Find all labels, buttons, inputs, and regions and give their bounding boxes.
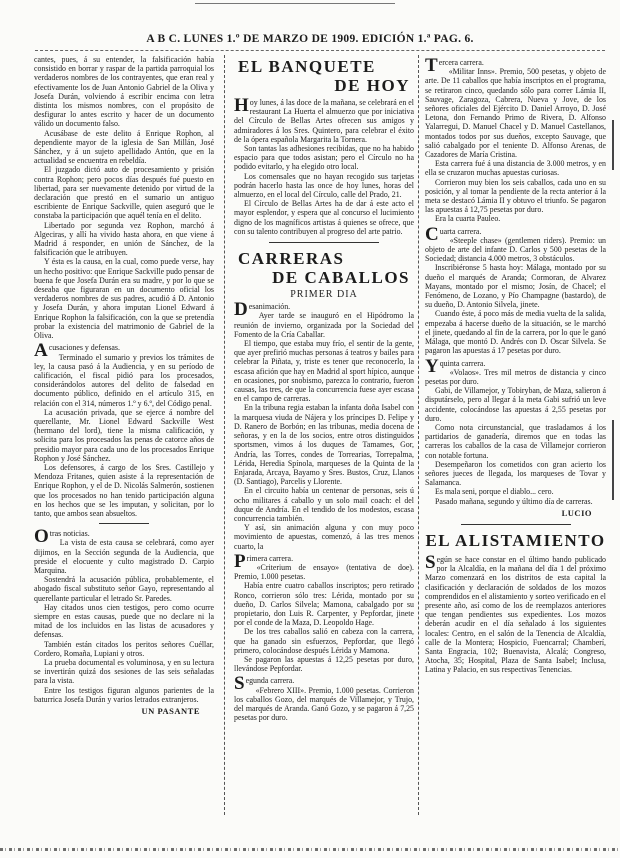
- byline: UN PASANTE: [141, 706, 200, 717]
- paragraph: Inscribiéronse 5 hasta hoy: Málaga, montado por su dueño el marqués de Aranda; Cormoran, de Alvarez Mayans, montado por el mismo; Josín, de Chacel; el Fenómeno, de Lozano, y Pío Champagne (bastardo), de su dueño, D. Antonio Silvela, jinete.: [425, 263, 606, 310]
- paragraph: Gabi, de Villamejor, y Tobiryban, de Maza, salieron á disputárselo, pero al llegar á la meta Gabi sufrió un leve accidente, colocándose las apuestas á 2,55 pesetas por duro.: [425, 386, 606, 423]
- paragraph: Esta carrera fué á una distancia de 3.000 metros, y en ella se cruzaron muchas apuestas curiosas.: [425, 159, 606, 178]
- paragraph: Se pagaron las apuestas á 12,25 pesetas por duro, llevándose Pepfordar.: [234, 654, 414, 674]
- paragraph: «Febrero XIII». Premio, 1.000 pesetas. Corrieron los caballos Gozo, del marqués de Villamejor, y Trujo, del marqués de Aranda. Ganó Gozo, y se pagaron á 7,25 pesetas por duro.: [234, 685, 414, 723]
- paragraph: Los comensales que no hayan recogido sus tarjetas podrán hacerlo hasta las once de hoy lunes, horas del almuerzo, en el local del Círculo, calle del Prado, 21.: [234, 171, 414, 200]
- byline: LUCIO: [561, 507, 592, 518]
- paragraph: El Círculo de Bellas Artes ha de dar á este acto el mayor esplendor, y espera que al concurso el lucimiento digno de los magníficos artistas á quienes se ofrece, que con su talento contribuyen al progreso del arte patrio.: [234, 199, 414, 236]
- paragraph: Terminado el sumario y previos los trámites de ley, la causa pasó á la Audiencia, y en su período de calificación, el fiscal pidió para los procesados, considerándolos autores del delito de falsedad en documento público, definido en el artículo 315, en relación con el 314, números 1.º y 6.º, del Código penal.: [34, 352, 214, 408]
- paragraph: También están citados los peritos señores Cuéllar, Cordero, Romaña, Lupiani y otros.: [34, 639, 214, 658]
- paragraph: Acusábase de este delito á Enrique Rophon, al dependiente mayor de la iglesia de San Millán, José Sánchez, y á un sujeto apellidado Antón, que en la actualidad se encuentra en rebeldía.: [34, 128, 214, 166]
- paragraph: Los defensores, á cargo de los Sres. Castillejo y Mendoza Fritanes, quien asiste á la representación de Enrique Rophon, y el de D. Nicolás Salmerón, sostienen que los procesados no han tenido participación alguna en los hechos que se les imputan, y solicitan, por lo tanto, que ambos sean absueltos.: [34, 462, 214, 518]
- paragraph: «Criterium de ensayo» (tentativa de doe). Premio, 1.000 pesetas.: [234, 562, 414, 582]
- paragraph: Y ésta es la causa, en la cual, como puede verse, hay un hecho positivo: que Enrique Sackville pudo pensar de buena fe que Josefa Durán era su madre, y por lo que se deseaba que figuraran en un documento oficial los verdaderos nombres de sus padres, acudió á D. Antonio y Josefa Durán, y ahora imputan Lionel Edward á Enrique Rophon la falsificación, con la que se pretendía probar la existencia del matrimonio de Gabriel de la Oliva.: [34, 257, 214, 341]
- section-lead: Hoy lunes, á las doce de la mañana, se celebrará en el restaurant La Huerta el almuerzo que por iniciativa del Círculo de Bellas Artes ofrecen sus amigos y admiradores á los Sres. Quintero, para celebrar el éxito de la ópera española Margarita la Tornera.: [234, 95, 414, 144]
- paragraph: Hay citados unos cien testigos, pero como ocurre siempre en estas causas, puede que no declare ni la mitad de los incluidos en las listas de acusadores y defensas.: [34, 602, 214, 640]
- section-lead: Yquinta carrera.: [425, 355, 486, 377]
- headline: CARRERAS: [238, 249, 345, 269]
- paragraph: Sostendrá la acusación pública, probablemente, el abogado fiscal substituto señor Gayo, representando al querellante particular el letrado Sr. Paredes.: [34, 575, 214, 603]
- paragraph: Son tantas las adhesiones recibidas, que no ha habido espacio para que todos asistan; pero el Círculo no ha podido evitarlo, y ha elegido otro local.: [234, 144, 414, 172]
- page-masthead: A B C. LUNES 1.º DE MARZO DE 1909. EDICIÓN 1.ª PAG. 6.: [146, 33, 474, 45]
- paragraph: «Militar Inns». Premio, 500 pesetas, y objeto de arte. De 11 caballos que había inscriptos en el programa, se retiraron cinco, quedando sólo para correr Lámia II, Sauvage, Zaragoza, Cabrera, Nueva y Jove, de los señores oficiales del Ejército D. Daniel Arroyo, D. José Letona, don Fernando Primo de Rivera, D. Alfonso Yalarregui, D. Manuel Chacel y D. Manuel Castellanos, montados todos por sus dueños, excepto Sauvage, que salió cabalgado por el teniente D. Alfonso Arenas, de Cazadores de María Cristina.: [425, 67, 606, 160]
- paragraph: Y así, sin animación alguna y con muy poco movimiento de apuestas, comenzó, á las tres menos cuarto, la: [234, 523, 414, 551]
- paragraph: De los tres caballos salió en cabeza con la carrera, que ha ganado sin esfuerzos, Pepfordar, que llegó primero, colocándose después Lérida y Mamona.: [234, 627, 414, 655]
- section-lead: Otras noticias.: [34, 526, 90, 548]
- paragraph: Cuando éste, á poco más de media vuelta de la salida, empezaba á hacerse dueño de la situación, se le marchó el jinete, quedando al fin de la carrera, por lo que le ganó Málaga, que montó D. Andrés con D. Oscar Silvela. Se pagaron las apuestas á 17 pesetas por duro.: [425, 309, 606, 356]
- section-lead: Acusaciones y defensas.: [34, 340, 120, 362]
- masthead-rule: [35, 50, 605, 52]
- paragraph: Libertado por segunda vez Rophon, marchó á Algeciras, y allí ha vivido hasta ahora, en que viene á Madrid á responder, en unión de Sánchez, de la falsificación que le atribuyen.: [34, 220, 214, 258]
- paragraph: Era la cuarta Pauleo.: [435, 214, 501, 224]
- headline: DE HOY: [334, 76, 410, 95]
- paragraph: En el circuito había un centenar de personas, seis ú ocho militares á caballo y un solo mail coach: el del duque de Andría. En el tendido de los modestos, escasa concurrencia también.: [234, 486, 414, 523]
- paragraph: Como nota circunstancial, que trasladamos á los partidarios de ganadería, diremos que en todas las carreras los caballos de la casa de Villamejor corrieron con notable fortuna.: [425, 422, 606, 460]
- scan-edge-mark: [612, 120, 614, 170]
- section-lead: Cuarta carrera.: [425, 223, 482, 245]
- subheadline: PRIMER DIA: [290, 289, 358, 301]
- paragraph: El tiempo, que estaba muy frío, el sentir de la gente, que ayer prefirió muchas personas á teatros y bailes para celebrar la Piñata, y, triste es tener que reconocerlo, la escasa afición que hay en Madrid al sport hípico, aunque en ocasiones, por snobismo, parezca lo contrario, fueron causas, las tres, de que la concurrencia fuese ayer escasa en el campo de carreras.: [234, 339, 414, 404]
- paragraph: Había entre cuatro caballos inscriptos; pero retirado Ronco, corrieron sólo tres: Lérida, montado por su dueño, D. Carlos Silvela; Mamona, cabalgado por su propietario, don Luis R. Carpenter, y Pepfordar, jinete por el conde de la Maza, D. Leopoldo Hage.: [234, 581, 414, 628]
- divider: [461, 524, 571, 525]
- paragraph: Es mala seni, porque el diablo... cero.: [435, 487, 554, 497]
- column-3: [425, 55, 606, 817]
- paragraph: La acusación privada, que se ejerce á nombre del querellante, Mr. Lionel Edward Sackville West (hermano del lord), tiene la misma calificación, y solicita para los procesados las penas de catorce años de presidio mayor para cada uno de los procesados Enrique Rophon y José Sánchez.: [34, 407, 214, 463]
- paragraph: Corrieron muy bien los seis caballos, cada uno en su posición, y al tomar la pendiente de la recta anterior á la meta se destacó Lámia II y obtuvo el triunfo. Se pagaron las apuestas á 12,75 pesetas por duro.: [425, 177, 606, 215]
- paragraph: «Volaos». Tres mil metros de distancia y cinco pesetas por duro.: [425, 367, 606, 386]
- paragraph: La vista de esta causa se celebrará, como ayer dijimos, en la Sección segunda de la Audiencia, que preside el elocuente y culto magistrado D. Carpio Marquina.: [34, 538, 214, 575]
- section-lead: Segunda carrera.: [234, 673, 295, 695]
- scan-bottom-edge: [0, 848, 620, 851]
- section-lead: Desanimación.: [234, 299, 291, 321]
- column-1: [34, 55, 214, 717]
- section-lead: Según se hace constar en el último bando publicado por la Alcaldía, en la mañana del día 1 del próximo Marzo comenzará en los distritos de esta capital la clasificación y declaración de soldados de los mozos comprendidos en el alistamiento y sorteo verificado en el presente año, así como de los de reemplazos anteriores que tengan pendientes sus expedientes. Los mozos deberán acudir en el día señalado á los siguientes locales: Centro, en el salón de la Tenencia de Alcaldía, calle de la Montera; Hospicio, Fuencarral; Chamberí, Santa Engracia, 102; Buenavista, Alcalá; Congreso, Atocha, 35; Hospital, Plaza de Santa Isabel; Inclusa, Latina y Palacio, en sus respectivas Tenencias.: [425, 551, 606, 675]
- paragraph: Ayer tarde se inauguró en el Hipódromo la reunión de invierno, organizada por la Sociedad del Fomento de la Cría Caballar.: [234, 311, 414, 339]
- divider: [269, 242, 379, 243]
- paragraph: La prueba documental es voluminosa, y en su lectura se invertirán quizá dos sesiones de las seis señaladas para la vista.: [34, 658, 214, 686]
- headline: EL ALISTAMIENTO: [425, 530, 606, 550]
- headline: DE CABALLOS: [272, 268, 410, 288]
- section-lead: Primera carrera.: [234, 550, 294, 572]
- top-edge-line: [195, 3, 395, 4]
- paragraph: cantes, pues, á su entender, la falsificación había consistido en borrar y raspar de la partida parroquial los verdaderos nombres de los contrayentes, que eran real y efectivamente los de Juan Antonio Gabriel de la Oliva y Josefa Durán, volviendo á escribir encima con letra distinta los mismos nombres, con el propósito de desfigurar lo antes escrito y hacer de un documento válido un documento falso.: [34, 55, 214, 129]
- divider: [99, 523, 149, 524]
- paragraph: En la tribuna regia estaban la infanta doña Isabel con la marquesa viuda de Nájera y los príncipes D. Felipe y D. Ranero de Borbón; en las tribunas, media docena de señoras, y en la de los socios, entre otros distinguidos sportsmen, vimos á los duques de Tamames, Gor, Andría, las Torres, condes de Torrearias, Torrepalma, Lérida, Heredia Spínola, marqueses de la Quinta de la Enjarada, Arcaya, Bayamo y Sres. Bustos, Cruz, Llanos (D. Santiago), Parcelis y Llorente.: [234, 403, 414, 487]
- section-lead: Tercera carrera.: [425, 55, 484, 76]
- column-divider: [224, 55, 225, 815]
- paragraph: Entre los testigos figuran algunos parientes de la baturrica Josefa Durán y varios letrados extranjeros.: [34, 685, 214, 704]
- paragraph: Pasado mañana, segundo y último día de carreras.: [435, 496, 593, 506]
- column-divider: [418, 55, 419, 815]
- paragraph: Desempeñaron los cometidos con gran acierto los señores jueces de llegada, los marqueses de Tovar y Salamanca.: [425, 459, 606, 488]
- paragraph: El juzgado dictó auto de procesamiento y prisión contra Rophon; pero pocos días después fué puesto en libertad, para ser nuevamente detenido por virtud de la declaración que prestó en el sumario un antiguo escribiente de Enrique Sackville, quien aseguró que le constaba la participación que aquél tenía en el delito.: [34, 165, 214, 221]
- column-2: [234, 55, 414, 817]
- scan-edge-mark: [612, 420, 614, 500]
- paragraph: «Steeple chase» (gentlemen riders). Premio: un objeto de arte del infante D. Carlos y 500 pesetas de la Sociedad; distancia 4.000 metros, 3 obstáculos.: [425, 235, 606, 264]
- headline: EL BANQUETE: [238, 57, 376, 76]
